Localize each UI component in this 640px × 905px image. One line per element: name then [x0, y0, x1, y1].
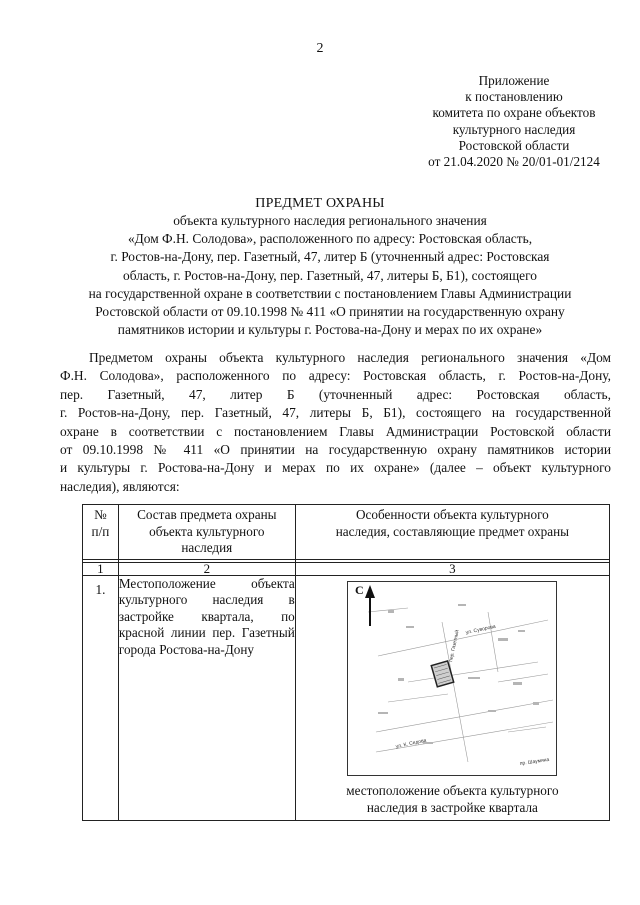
row-features [295, 575, 609, 820]
page-number: 2 [316, 41, 324, 56]
protection-table [82, 504, 610, 821]
body-line: и культуры г. Ростова-на-Дону и мерах по их охране» (далее – объект культурного [60, 460, 611, 476]
body-line: охране в соответствии с постановлением Главы Администрации Ростовской области [60, 423, 611, 439]
subtitle-line: г. Ростов-на-Дону, пер. Газетный, 47, литер Б (уточненный адрес: Ростовская [110, 249, 550, 265]
document-subtitle [40, 212, 620, 339]
street-label: пер. Газетный [448, 628, 462, 662]
body-line: от 09.10.1998 № 411 «О принятии на государственную охрану памятников истории [60, 442, 611, 458]
north-arrow [365, 585, 375, 626]
body-line: пер. Газетный, 47, литер Б (уточненный адрес: Ростовская область, [60, 386, 611, 402]
appendix-block [404, 73, 624, 170]
table-header-row [83, 505, 610, 560]
appendix-line: комитета по охране объектов [432, 105, 596, 121]
body-line: Ф.Н. Солодова», расположенного по адресу: Ростовская область, г. Ростов-на-Дону, [60, 368, 611, 384]
body-line: наследия), являются: [60, 478, 180, 494]
street-label: ул. Суворова [465, 623, 497, 636]
north-label: С [355, 582, 365, 597]
column-number: 2 [118, 562, 295, 575]
street-label: пр. Шаумяна [519, 756, 551, 767]
row-number: 1. [83, 575, 119, 820]
column-number-row [83, 562, 610, 575]
location-map-drawing [348, 582, 556, 775]
body-paragraph [60, 349, 611, 496]
header-composition: Состав предмета охраны объекта культурного наследия [118, 505, 295, 560]
subtitle-line: памятников истории и культуры г. Ростова-на-Дону и мерах по их охране» [117, 322, 543, 338]
subtitle-line: область, г. Ростов-на-Дону, пер. Газетный, 47, литеры Б, Б1), состоящего [123, 267, 537, 283]
subtitle-line: на государственной охране в соответствии с постановлением Главы Администрации [88, 285, 572, 301]
appendix-line: культурного наследия [452, 121, 576, 137]
header-number: № п/п [83, 505, 119, 560]
map-caption: местоположение объекта культурного наследия в застройке квартала [346, 782, 559, 815]
document-title: ПРЕДМЕТ ОХРАНЫ [255, 196, 385, 211]
column-number: 1 [83, 562, 119, 575]
street-label: ул. К. Седова [395, 737, 428, 750]
subtitle-line: Ростовской области от 09.10.1998 № 411 «О принятии на государственную охрану [95, 304, 565, 320]
body-line: Предметом охраны объекта культурного наследия регионального значения «Дом [89, 350, 611, 365]
header-features: Особенности объекта культурного наследия, составляющие предмет охраны [295, 505, 609, 560]
row-description: Местоположение объекта культурного наследия в застройке квартала, по красной линии пер. Газетный города Ростова-на-Дону [118, 575, 295, 820]
table-row [83, 575, 610, 820]
appendix-line: к постановлению [465, 89, 563, 105]
subtitle-line: «Дом Ф.Н. Солодова», расположенного по адресу: Ростовская область, [127, 231, 533, 247]
appendix-line: Ростовской области [458, 137, 570, 153]
subtitle-line: объекта культурного наследия регионального значения [173, 213, 487, 228]
location-map [347, 581, 557, 776]
body-line: г. Ростов-на-Дону, пер. Газетный, 47, литеры Б, Б1), состоящего на государственной [60, 405, 611, 421]
building-footprint [432, 660, 454, 686]
appendix-line: от 21.04.2020 № 20/01-01/2124 [428, 154, 600, 170]
appendix-line: Приложение [478, 73, 550, 88]
column-number: 3 [295, 562, 609, 575]
